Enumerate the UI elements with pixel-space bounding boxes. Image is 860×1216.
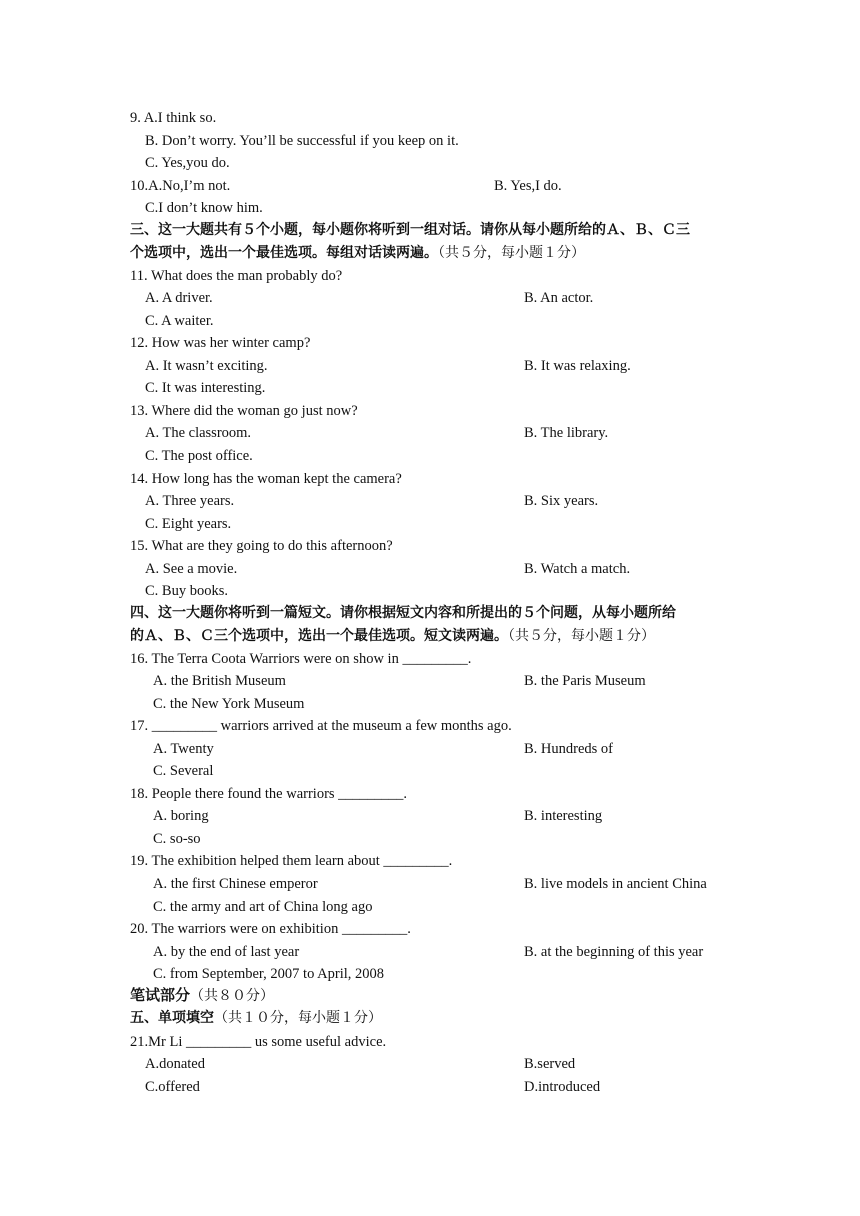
section5-heading	[130, 1008, 382, 1029]
q17-option-a: A. Twenty	[153, 741, 214, 757]
q15-option-a: A. See a movie.	[145, 561, 238, 577]
q20-option-b: B. at the beginning of this year	[524, 944, 704, 960]
q21-option-a: A.donated	[145, 1056, 205, 1072]
q13-option-a: A. The classroom.	[145, 425, 252, 441]
q12-option-c: C. It was interesting.	[145, 380, 266, 396]
q16-question: 16. The Terra Coota Warriors were on show in _________.	[130, 651, 472, 667]
section4-score-note: （共５分，每小题１分）	[508, 629, 655, 644]
q12-question: 12. How was her winter camp?	[130, 335, 311, 351]
q19-question: 19. The exhibition helped them learn about _________.	[130, 853, 453, 869]
written-part-score-note: （共８０分）	[190, 989, 275, 1004]
q16-option-c: C. the New York Museum	[153, 696, 305, 712]
q20-option-c: C. from September, 2007 to April, 2008	[153, 966, 384, 982]
q14-option-c: C. Eight years.	[145, 516, 232, 532]
q10-option-c: C.I don’t know him.	[145, 200, 263, 216]
q9-option-b: B. Don’t worry. You’ll be successful if you keep on it.	[145, 133, 459, 149]
q19-option-c: C. the army and art of China long ago	[153, 899, 373, 915]
q20-option-a: A. by the end of last year	[153, 944, 300, 960]
section4-instruction: 的Ａ、Ｂ、Ｃ三个选项中，选出一个最佳选项。短文读两遍。	[130, 628, 508, 644]
q20-question: 20. The warriors were on exhibition _________.	[130, 921, 411, 937]
section3-heading-line2	[130, 243, 585, 264]
q15-option-c: C. Buy books.	[145, 583, 228, 599]
q21-option-c: C.offered	[145, 1079, 200, 1095]
q18-question: 18. People there found the warriors _________.	[130, 786, 408, 802]
q13-question: 13. Where did the woman go just now?	[130, 403, 358, 419]
q12-option-b: B. It was relaxing.	[524, 358, 631, 374]
section3-instruction: 个选项中，选出一个最佳选项。每组对话读两遍。	[130, 245, 438, 261]
q9-option-a: 9. A.I think so.	[130, 110, 217, 126]
q11-option-b: B. An actor.	[524, 290, 594, 306]
q18-option-b: B. interesting	[524, 808, 603, 824]
section3-score-note: （共５分，每小题１分）	[438, 246, 585, 261]
q14-option-b: B. Six years.	[524, 493, 599, 509]
q18-option-c: C. so-so	[153, 831, 201, 847]
q11-question: 11. What does the man probably do?	[130, 268, 343, 284]
q11-option-a: A. A driver.	[145, 290, 213, 306]
q21-question: 21.Mr Li _________ us some useful advice.	[130, 1034, 387, 1050]
q18-option-a: A. boring	[153, 808, 209, 824]
q15-option-b: B. Watch a match.	[524, 561, 631, 577]
q19-option-b: B. live models in ancient China	[524, 876, 707, 892]
q16-option-b: B. the Paris Museum	[524, 673, 646, 689]
q16-option-a: A. the British Museum	[153, 673, 286, 689]
q19-option-a: A. the first Chinese emperor	[153, 876, 318, 892]
q15-question: 15. What are they going to do this afternoon?	[130, 538, 393, 554]
q17-question: 17. _________ warriors arrived at the museum a few months ago.	[130, 718, 512, 734]
written-part-heading	[130, 985, 274, 1007]
q11-option-c: C. A waiter.	[145, 313, 214, 329]
q10-option-a: 10.A.No,I’m not.	[130, 178, 231, 194]
section3-heading-line1: 三、这一大题共有５个小题，每小题你将听到一组对话。请你从每小题所给的Ａ、Ｂ、Ｃ三	[130, 222, 690, 238]
q14-option-a: A. Three years.	[145, 493, 235, 509]
q9-option-c: C. Yes,you do.	[145, 155, 230, 171]
q17-option-c: C. Several	[153, 763, 214, 779]
q14-question: 14. How long has the woman kept the camera?	[130, 471, 402, 487]
section5-title: 五、单项填空	[130, 1010, 214, 1026]
q10-option-b: B. Yes,I do.	[494, 178, 562, 194]
q17-option-b: B. Hundreds of	[524, 741, 614, 757]
q21-option-d: D.introduced	[524, 1079, 601, 1095]
section5-score-note: （共１０分，每小题１分）	[214, 1011, 382, 1026]
q13-option-b: B. The library.	[524, 425, 609, 441]
section4-heading-line2	[130, 626, 655, 647]
q13-option-c: C. The post office.	[145, 448, 253, 464]
written-part-title: 笔试部分	[130, 986, 191, 1004]
q12-option-a: A. It wasn’t exciting.	[145, 358, 268, 374]
section4-heading-line1: 四、这一大题你将听到一篇短文。请你根据短文内容和所提出的５个问题，从每小题所给	[130, 605, 676, 621]
q21-option-b: B.served	[524, 1056, 576, 1072]
